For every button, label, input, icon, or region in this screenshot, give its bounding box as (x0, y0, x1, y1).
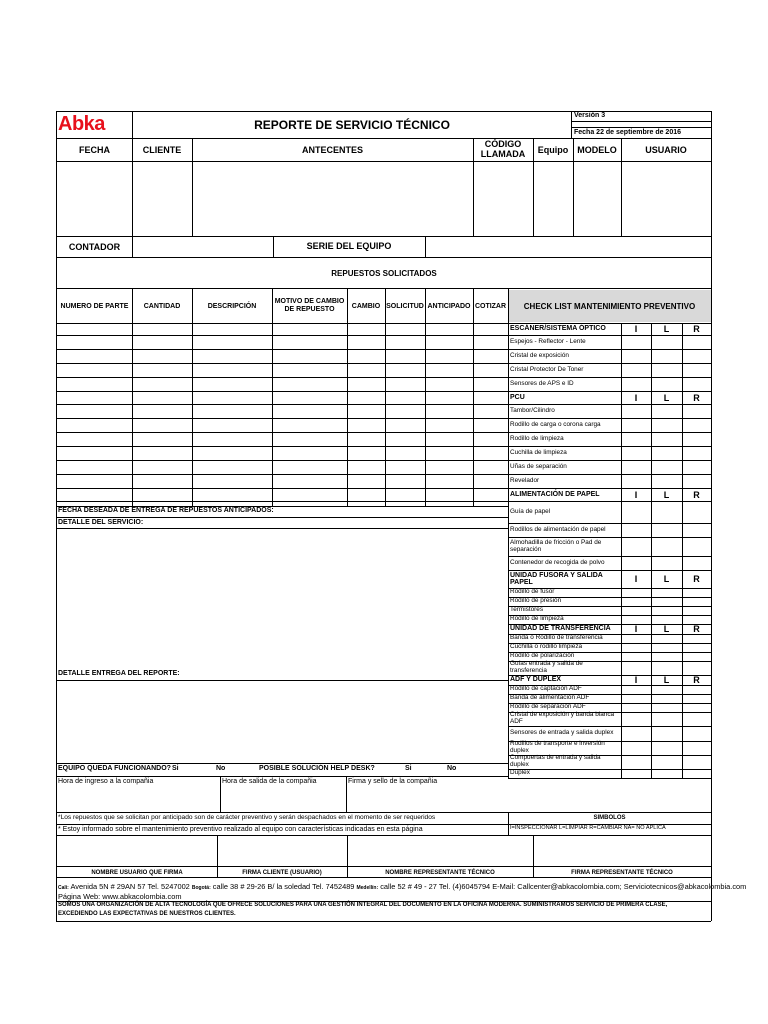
checklist-col-i: I (634, 392, 638, 403)
grid-line (508, 377, 711, 378)
hora-salida-label: Hora de salida de la compañia (222, 778, 317, 786)
grid-line (508, 741, 711, 742)
footer-tagline: SOMOS UNA ORGANIZACIÓN DE ALTA TECNOLOGÍA QUE OFRECE SOLUCIONES PARA UNA GESTIÓN INTEGRAL DEL DOCUMENTO EN LA OFICINA MODERNA. SUMINISTRAMOS SERVICIO DE PRIMERA CLASE, EXCEDIENDO LAS EXPECTATIVAS DE NUESTROS CLIENTES. (58, 902, 668, 917)
rep-col-cantidad: CANTIDAD (143, 302, 181, 310)
detalle-servicio-label: DETALLE DEL SERVICIO: (58, 519, 144, 527)
col-codigo-llamada: CÓDIGO LLAMADA (480, 139, 526, 159)
checklist-check-cell[interactable] (651, 377, 682, 391)
col-fecha: FECHA (79, 145, 110, 155)
note-repuestos: *Los repuestos que se solicitan por anticipado son de carácter preventivo y serán despachados en el momento de ser requeridos (58, 813, 436, 821)
grid-line (56, 111, 711, 112)
grid-line (508, 391, 711, 392)
col-equipo: Equipo (537, 145, 569, 155)
checklist-col-i: I (634, 324, 638, 334)
checklist-item: Rodillo de carga o corona carga (510, 420, 601, 428)
grid-line (473, 138, 474, 236)
checklist-check-cell[interactable] (621, 588, 651, 597)
checklist-check-cell[interactable] (682, 432, 711, 446)
grid-line (56, 323, 711, 324)
grid-line (533, 835, 534, 877)
grid-line (508, 335, 711, 336)
grid-line (508, 634, 711, 635)
checklist-check-cell[interactable] (621, 446, 651, 460)
grid-line (508, 597, 711, 598)
checklist-check-cell[interactable] (621, 643, 651, 652)
grid-line (56, 488, 508, 489)
report-title: REPORTE DE SERVICIO TÉCNICO (254, 117, 450, 132)
checklist-item: Rodillo de presión (510, 597, 562, 605)
checklist-check-cell[interactable] (621, 661, 651, 675)
grid-line (56, 528, 508, 529)
checklist-col-r: R (693, 489, 700, 500)
checklist-check-cell[interactable] (651, 556, 682, 570)
checklist-col-r: R (693, 675, 700, 685)
checklist-check-cell[interactable] (621, 703, 651, 712)
grid-line (508, 404, 711, 405)
checklist-item: Cuchilla de limpieza (510, 448, 567, 456)
checklist-check-cell[interactable] (651, 418, 682, 432)
checklist-check-cell[interactable] (682, 694, 711, 703)
grid-line (56, 506, 508, 507)
grid-line (56, 335, 508, 336)
sig-nombre-representante: NOMBRE REPRESENTANTE TÉCNICO (385, 869, 495, 876)
checklist-check-cell[interactable] (651, 474, 682, 488)
checklist-check-cell[interactable] (621, 404, 651, 418)
grid-line (508, 537, 711, 538)
checklist-check-cell[interactable] (621, 597, 651, 606)
funcionando-label: EQUIPO QUEDA FUNCIONANDO? (58, 765, 171, 773)
checklist-col-l: L (663, 574, 670, 584)
checklist-section-header: UNIDAD FUSORA Y SALIDA PAPEL (510, 571, 603, 586)
firma-sello-label: Firma y sello de la compañia (348, 778, 438, 786)
grid-line (56, 763, 508, 764)
grid-line (56, 257, 711, 258)
grid-line (508, 685, 711, 686)
simbolos-label: SIMBOLOS (593, 815, 626, 821)
date-label: Fecha 22 de septiembre de 2016 (574, 129, 681, 137)
checklist-check-cell[interactable] (621, 537, 651, 556)
checklist-item: Uñas de separación (510, 462, 567, 470)
grid-line (621, 138, 622, 236)
checklist-check-cell[interactable] (621, 556, 651, 570)
grid-line (508, 288, 509, 778)
checklist-check-cell[interactable] (621, 418, 651, 432)
checklist-section-header: ESCÁNER/SISTEMA ÓPTICO (510, 325, 606, 333)
checklist-check-cell[interactable] (651, 769, 682, 778)
grid-line (56, 901, 711, 902)
checklist-item: Termistores (510, 606, 544, 614)
col-cliente: CLIENTE (142, 145, 182, 155)
checklist-check-cell[interactable] (621, 335, 651, 349)
grid-line (508, 556, 711, 557)
checklist-title: CHECK LIST MANTENIMIENTO PREVENTIVO (508, 290, 711, 322)
rep-col-cotizar: COTIZAR (474, 302, 507, 310)
grid-line (621, 323, 622, 778)
grid-line (508, 488, 711, 489)
funcionando-si[interactable]: Si (172, 765, 179, 773)
abka-logo: Abka (58, 113, 105, 135)
rep-col-cambio: CAMBIO (351, 302, 381, 310)
checklist-check-cell[interactable] (651, 712, 682, 726)
checklist-item: Banda o Rodillo de transferencia (510, 634, 603, 642)
grid-line (56, 446, 508, 447)
checklist-item: Rodillo de polarización (510, 652, 575, 660)
checklist-check-cell[interactable] (682, 556, 711, 570)
checklist-check-cell[interactable] (651, 703, 682, 712)
grid-line (346, 776, 347, 812)
grid-line (508, 570, 711, 571)
checklist-check-cell[interactable] (682, 460, 711, 474)
checklist-check-cell[interactable] (651, 363, 682, 377)
checklist-check-cell[interactable] (651, 501, 682, 523)
grid-line (508, 778, 711, 779)
checklist-col-l: L (663, 324, 670, 334)
sig-nombre-usuario: NOMBRE USUARIO QUE FIRMA (91, 869, 183, 876)
grid-line (682, 323, 683, 778)
funcionando-no[interactable]: No (216, 765, 226, 773)
grid-line (56, 921, 711, 922)
grid-line (651, 323, 652, 778)
checklist-check-cell[interactable] (682, 474, 711, 488)
checklist-item: Espejos - Reflector - Lente (510, 337, 586, 345)
rep-col-anticipado: ANTICIPADO (427, 302, 471, 310)
checklist-item: Cristal Protector De Toner (510, 365, 584, 373)
checklist-check-cell[interactable] (621, 523, 651, 537)
checklist-item: Sensores de entrada y salida duplex (510, 729, 614, 737)
checklist-item: Rodillos de transporte e inversión duplex (510, 740, 605, 754)
grid-line (132, 236, 133, 257)
repuestos-title: REPUESTOS SOLICITADOS (331, 268, 437, 278)
checklist-item: Cristal de exposición y banda blanca ADF (510, 711, 615, 725)
rep-col-descripcion: DESCRIPCIÓN (207, 302, 257, 310)
checklist-check-cell[interactable] (651, 523, 682, 537)
checklist-item: Rodillo de limpieza (510, 615, 564, 623)
grid-line (56, 866, 711, 867)
grid-line (508, 675, 711, 676)
checklist-item: Guía de papel (510, 507, 551, 515)
checklist-check-cell[interactable] (651, 597, 682, 606)
checklist-check-cell[interactable] (682, 606, 711, 615)
checklist-item: Cristal de exposición (510, 351, 569, 359)
grid-line (508, 474, 711, 475)
grid-line (508, 501, 711, 502)
checklist-check-cell[interactable] (651, 404, 682, 418)
grid-line (56, 824, 711, 825)
grid-line (508, 446, 711, 447)
checklist-check-cell[interactable] (651, 335, 682, 349)
grid-line (508, 606, 711, 607)
checklist-check-cell[interactable] (682, 615, 711, 624)
checklist-check-cell[interactable] (682, 703, 711, 712)
checklist-item: Contenedor de recogida de polvo (510, 558, 605, 566)
grid-line (533, 138, 534, 236)
checklist-check-cell[interactable] (651, 694, 682, 703)
grid-line (56, 680, 508, 681)
grid-line (56, 432, 508, 433)
checklist-check-cell[interactable] (651, 741, 682, 755)
grid-line (508, 712, 711, 713)
checklist-check-cell[interactable] (682, 418, 711, 432)
checklist-check-cell[interactable] (621, 349, 651, 363)
checklist-check-cell[interactable] (682, 404, 711, 418)
checklist-check-cell[interactable] (621, 363, 651, 377)
checklist-col-i: I (634, 489, 638, 500)
checklist-col-r: R (693, 392, 700, 403)
checklist-item: Rodillo de separación ADF (510, 703, 586, 711)
grid-line (220, 776, 221, 812)
checklist-check-cell[interactable] (621, 606, 651, 615)
checklist-col-l: L (663, 489, 670, 500)
sig-firma-cliente: FIRMA CLIENTE (USUARIO) (242, 869, 322, 876)
grid-line (192, 138, 193, 236)
checklist-col-l: L (663, 675, 670, 685)
checklist-check-cell[interactable] (621, 652, 651, 661)
checklist-col-r: R (693, 574, 700, 584)
checklist-col-l: L (663, 624, 670, 634)
grid-line (508, 652, 711, 653)
checklist-section-header: ADF Y DUPLEX (510, 676, 562, 684)
grid-line (508, 769, 711, 770)
checklist-check-cell[interactable] (682, 726, 711, 741)
grid-line (508, 363, 711, 364)
grid-line (56, 501, 508, 502)
checklist-col-i: I (634, 675, 638, 685)
checklist-check-cell[interactable] (682, 446, 711, 460)
checklist-check-cell[interactable] (651, 615, 682, 624)
checklist-section-header: ALIMENTACIÓN DE PAPEL (510, 490, 600, 498)
checklist-check-cell[interactable] (682, 712, 711, 726)
grid-line (56, 111, 57, 921)
checklist-check-cell[interactable] (651, 643, 682, 652)
checklist-item: Duplex (510, 769, 530, 777)
grid-line (571, 111, 572, 139)
checklist-item: Rodillo de limpieza (510, 434, 564, 442)
grid-line (56, 363, 508, 364)
sig-firma-representante: FIRMA REPRESENTANTE TÉCNICO (571, 869, 673, 876)
checklist-check-cell[interactable] (621, 755, 651, 769)
checklist-check-cell[interactable] (621, 615, 651, 624)
checklist-check-cell[interactable] (682, 588, 711, 597)
grid-line (508, 349, 711, 350)
checklist-item: Guías entrada y salida de transferencia (510, 660, 583, 674)
checklist-check-cell[interactable] (621, 741, 651, 755)
grid-line (56, 349, 508, 350)
grid-line (132, 111, 133, 236)
col-modelo: MODELO (577, 145, 617, 155)
checklist-check-cell[interactable] (651, 726, 682, 741)
checklist-col-i: I (634, 624, 638, 634)
checklist-check-cell[interactable] (682, 685, 711, 694)
checklist-check-cell[interactable] (682, 597, 711, 606)
grid-line (56, 377, 508, 378)
checklist-check-cell[interactable] (621, 377, 651, 391)
rep-col-motivo: MOTIVO DE CAMBIO DE REPUESTO (274, 298, 345, 313)
helpdesk-si[interactable]: Si (405, 765, 412, 773)
checklist-check-cell[interactable] (621, 685, 651, 694)
checklist-item: Revelador (510, 476, 540, 484)
checklist-check-cell[interactable] (621, 726, 651, 741)
checklist-check-cell[interactable] (682, 349, 711, 363)
grid-line (56, 776, 508, 777)
checklist-check-cell[interactable] (651, 661, 682, 675)
checklist-check-cell[interactable] (682, 537, 711, 556)
fecha-deseada-label: FECHA DESEADA DE ENTREGA DE REPUESTOS ANTICIPADOS: (58, 507, 274, 515)
grid-line (508, 624, 711, 625)
checklist-check-cell[interactable] (682, 523, 711, 537)
grid-line (56, 517, 508, 518)
checklist-check-cell[interactable] (651, 446, 682, 460)
checklist-item: Banda de alimentación ADF (510, 694, 590, 702)
grid-line (508, 661, 711, 662)
helpdesk-no[interactable]: No (447, 765, 457, 773)
checklist-check-cell[interactable] (621, 694, 651, 703)
checklist-check-cell[interactable] (621, 634, 651, 643)
checklist-check-cell[interactable] (651, 537, 682, 556)
grid-line (508, 643, 711, 644)
checklist-check-cell[interactable] (621, 460, 651, 474)
grid-line (508, 812, 509, 835)
checklist-check-cell[interactable] (621, 712, 651, 726)
checklist-item: Rodillos de alimentación de papel (510, 525, 606, 533)
col-antecentes: ANTECENTES (301, 145, 363, 155)
col-usuario: USUARIO (645, 145, 687, 155)
detalle-entrega-label: DETALLE ENTREGA DEL REPORTE: (58, 670, 180, 678)
rep-col-numero-parte: NUMERO DE PARTE (60, 302, 129, 310)
grid-line (425, 236, 426, 257)
checklist-check-cell[interactable] (651, 432, 682, 446)
grid-line (571, 121, 711, 122)
grid-line (56, 161, 711, 162)
grid-line (508, 418, 711, 419)
grid-line (56, 391, 508, 392)
checklist-check-cell[interactable] (682, 643, 711, 652)
version-label: Versión 3 (574, 112, 606, 120)
grid-line (508, 588, 711, 589)
grid-line (573, 138, 574, 236)
grid-line (56, 474, 508, 475)
simbolos-legend: I=INSPECCIONAR L=LIMPIAR R=CAMBIAR NA= NO APLICA (510, 825, 666, 832)
footer-web[interactable]: Página Web: www.abkacolombia.com (58, 892, 182, 901)
grid-line (56, 418, 508, 419)
grid-line (56, 138, 711, 139)
checklist-check-cell[interactable] (621, 501, 651, 523)
checklist-section-header: UNIDAD DE TRANSFERENCIA (510, 625, 611, 633)
checklist-item: Rodillo de fusor (510, 588, 555, 596)
grid-line (711, 111, 712, 921)
grid-line (508, 755, 711, 756)
checklist-check-cell[interactable] (651, 652, 682, 661)
checklist-col-r: R (693, 324, 700, 334)
checklist-item: Rodillo de captación ADF (510, 685, 582, 693)
checklist-check-cell[interactable] (651, 588, 682, 597)
checklist-item: Sensores de APS e ID (510, 379, 574, 387)
checklist-check-cell[interactable] (682, 755, 711, 769)
checklist-section-header: PCU (510, 393, 525, 401)
grid-line (508, 615, 711, 616)
note-informado: * Estoy informado sobre el mantenimiento preventivo realizado al equipo con características indicadas en esta página (58, 826, 423, 834)
checklist-item: Almohadilla de fricción o Pad de separación (510, 538, 602, 553)
checklist-check-cell[interactable] (651, 634, 682, 643)
checklist-check-cell[interactable] (651, 606, 682, 615)
grid-line (508, 523, 711, 524)
grid-line (56, 835, 711, 836)
hora-ingreso-label: Hora de ingreso a la compañia (58, 778, 154, 786)
grid-line (508, 703, 711, 704)
grid-line (56, 812, 711, 813)
checklist-item: Compuertas de entrada y salida duplex (510, 754, 601, 768)
checklist-check-cell[interactable] (621, 474, 651, 488)
checklist-check-cell[interactable] (682, 652, 711, 661)
checklist-check-cell[interactable] (682, 661, 711, 675)
checklist-check-cell[interactable] (682, 501, 711, 523)
checklist-check-cell[interactable] (651, 349, 682, 363)
checklist-check-cell[interactable] (651, 460, 682, 474)
checklist-item: Cuchilla o rodillo limpieza (510, 643, 583, 651)
footer-contact: Cali: Avenida 5N # 29AN 57 Tel. 5247002 Bogotá: calle 38 # 29-26 B/ la soledad Tel. 7452489 Medellín: calle 52 # 49 - 27 Tel. (4)6045794 E-Mail: Callcenter@abkacolombia.com; Serviciotecnicos@abkacolombia.com (58, 882, 747, 891)
checklist-check-cell[interactable] (651, 755, 682, 769)
rep-col-solicitud: SOLICITUD (386, 302, 424, 310)
helpdesk-label: POSIBLE SOLUCIÓN HELP DESK? (259, 765, 375, 773)
checklist-check-cell[interactable] (682, 335, 711, 349)
grid-line (56, 288, 711, 289)
grid-line (56, 460, 508, 461)
checklist-col-i: I (634, 574, 638, 584)
checklist-check-cell[interactable] (682, 741, 711, 755)
checklist-item: Tambor/Cilindro (510, 406, 555, 414)
grid-line (273, 236, 274, 257)
grid-line (571, 127, 711, 128)
serie-label: SERIE DEL EQUIPO (306, 241, 392, 251)
checklist-check-cell[interactable] (682, 363, 711, 377)
grid-line (347, 835, 348, 877)
grid-line (56, 877, 711, 878)
grid-line (508, 432, 711, 433)
checklist-check-cell[interactable] (621, 769, 651, 778)
checklist-check-cell[interactable] (682, 377, 711, 391)
grid-line (508, 460, 711, 461)
grid-line (508, 726, 711, 727)
contador-label: CONTADOR (68, 242, 121, 252)
checklist-check-cell[interactable] (682, 769, 711, 778)
checklist-check-cell[interactable] (621, 432, 651, 446)
grid-line (56, 404, 508, 405)
checklist-col-l: L (663, 392, 670, 403)
grid-line (508, 694, 711, 695)
grid-line (56, 236, 711, 237)
checklist-check-cell[interactable] (682, 634, 711, 643)
checklist-col-r: R (693, 624, 700, 634)
grid-line (217, 835, 218, 877)
checklist-check-cell[interactable] (651, 685, 682, 694)
